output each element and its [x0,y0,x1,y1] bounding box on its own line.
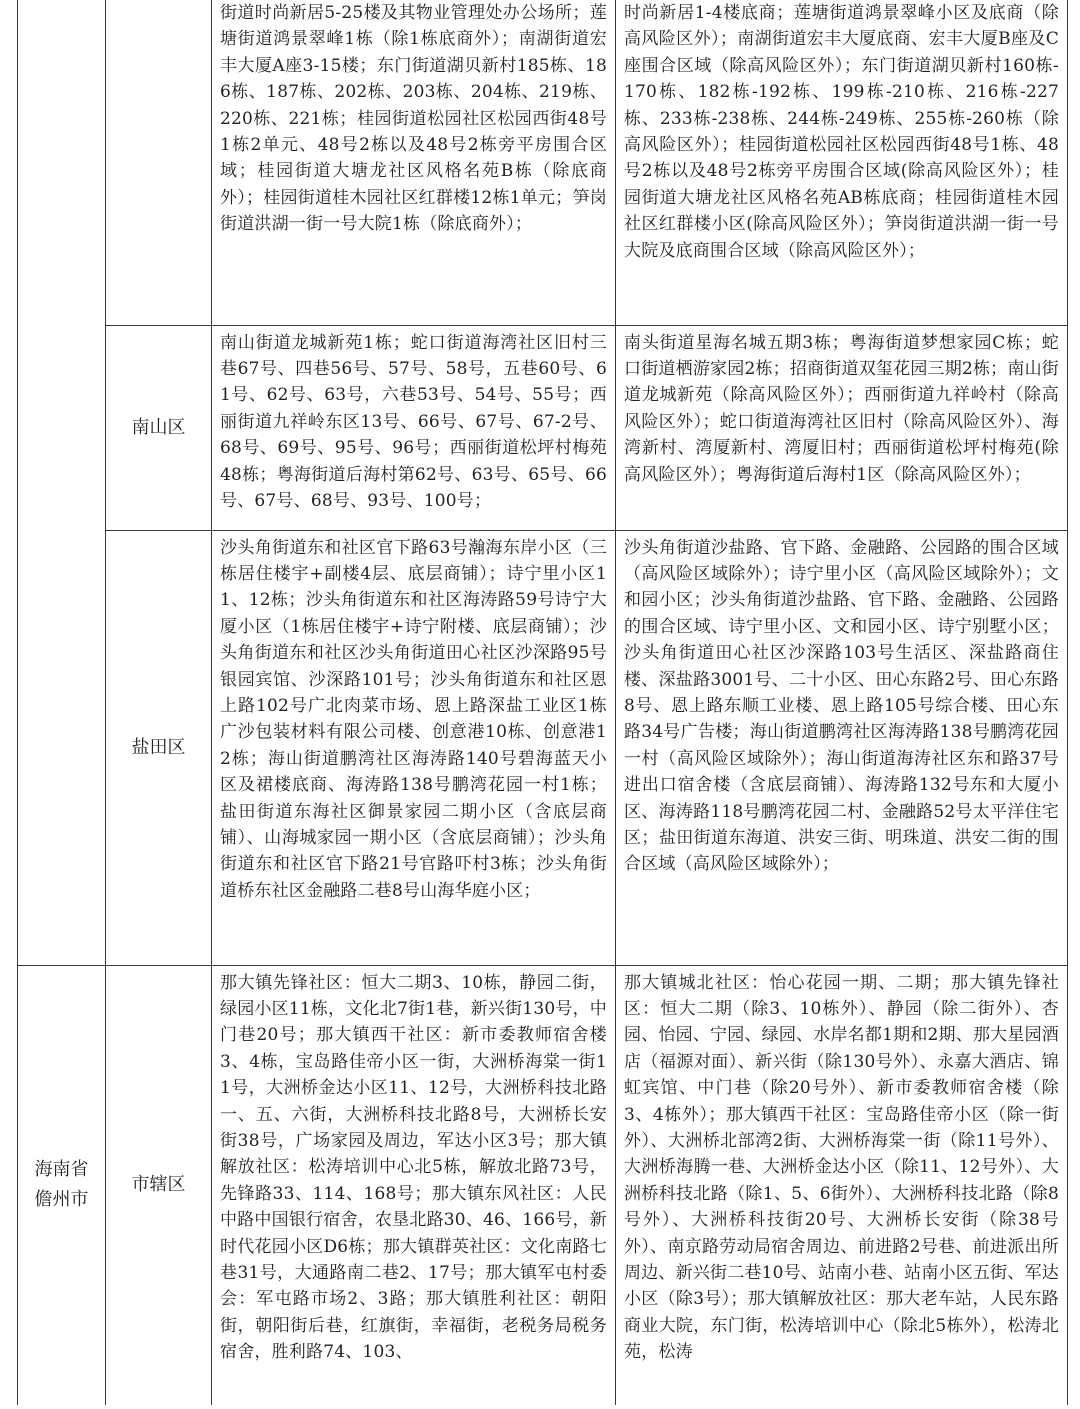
risk-area-table [17,0,1068,1405]
city-cell: 海南省 儋州市 [18,965,106,1405]
high-risk-cell: 沙头角街道东和社区官下路63号瀚海东岸小区（三栋居住楼宇+副楼4层、底层商铺）；诗宁里小区11、12栋；沙头角街道东和社区海涛路59号诗宁大厦小区（1栋居住楼宇+诗宁附楼、底层商铺）；沙头角街道东和社区沙头角街道田心社区沙深路95号银园宾馆、沙深路101号；沙头角街道东和社区恩上路102号广北肉菜市场、恩上路深盐工业区1栋广沙包装材料有限公司楼、创意港10栋、创意港12栋；海山街道鹏湾社区海涛路140号碧海蓝天小区及裙楼底商、海涛路138号鹏湾花园一村1栋；盐田街道东海社区御景家园二期小区（含底层商铺）、山海城家园一期小区（含底层商铺）；沙头角街道东和社区官下路21号官路吓村3栋；沙头角街道桥东社区金融路二巷8号山海华庭小区； [212,530,616,965]
district-cell: 盐田区 [106,530,212,965]
table-row [18,325,1068,530]
table-row [18,0,1068,325]
mid-risk-cell: 那大镇城北社区：怡心花园一期、二期；那大镇先锋社区：恒大二期（除3、10栋外）、静园（除二街外）、杏园、怡园、宁园、绿园、水岸名都1期和2期、那大星园酒店（福源对面）、新兴街（除130号外）、永嘉大酒店、锦虹宾馆、中门巷（除20号外）、新市委教师宿舍楼（除3、4栋外）；那大镇西干社区：宝岛路佳帝小区（除一街外）、大洲桥北部湾2街、大洲桥海棠一街（除11号外）、大洲桥海腾一巷、大洲桥金达小区（除11、12号外）、大洲桥科技北路（除1、5、6街外）、大洲桥科技北路（除8号外）、大洲桥科技街20号、大洲桥长安街（除38号外）、南京路劳动局宿舍周边、前进路2号巷、前进派出所周边、新兴街二巷10号、站南小巷、站南小区五街、军达小区（除3号）；那大镇解放社区：那大老车站，人民东路商业大院，东门街，松涛培训中心（除北5栋外），松涛北苑，松涛 [616,965,1068,1405]
table-row [18,965,1068,1405]
mid-risk-cell: 时尚新居1-4楼底商；莲塘街道鸿景翠峰小区及底商（除高风险区外）；南湖街道宏丰大厦底商、宏丰大厦B座及C座围合区域（除高风险区外）；东门街道湖贝新村160栋-170栋、182栋-192栋、199栋-210栋、216栋-227栋、233栋-238栋、244栋-249栋、255栋-260栋（除高风险区外）；桂园街道松园社区松园西街48号1栋、48号2栋以及48号2栋旁平房围合区域(除高风险区外）；桂园街道大塘龙社区风格名苑AB栋底商；桂园街道桂木园社区红群楼小区(除高风险区外）；笋岗街道洪湖一街一号大院及底商围合区域（除高风险区外）； [616,0,1068,325]
city-cell-empty [18,0,106,965]
high-risk-cell: 那大镇先锋社区：恒大二期3、10栋，静园二街，绿园小区11栋，文化北7街1巷，新兴街130号，中门巷20号；那大镇西干社区：新市委教师宿舍楼3、4栋，宝岛路佳帝小区一街，大洲桥海棠一街11号，大洲桥金达小区11、12号，大洲桥科技北路一、五、六街，大洲桥科技北路8号，大洲桥长安街38号，广场家园及周边，军达小区3号；那大镇解放社区：松涛培训中心北5栋，解放北路73号，先锋路33、114、168号；那大镇东风社区：人民中路中国银行宿舍，农垦北路30、46、166号，新时代花园小区D6栋；那大镇群英社区：文化南路七巷31号，大通路南二巷2、17号；那大镇军屯村委会：军屯路市场2、3路；那大镇胜利社区：朝阳街，朝阳街后巷，红旗街，幸福街，老税务局税务宿舍，胜利路74、103、 [212,965,616,1405]
table-row [18,530,1068,965]
high-risk-cell: 南山街道龙城新苑1栋；蛇口街道海湾社区旧村三巷67号、四巷56号、57号、58号，五巷60号、61号、62号、63号，六巷53号、54号、55号；西丽街道九祥岭东区13号、66号、67号、67-2号、68号、69号、95号、96号；西丽街道松坪村梅苑48栋；粤海街道后海村第62号、63号、65号、66号、67号、68号、93号、100号； [212,325,616,530]
mid-risk-cell: 南头街道星海名城五期3栋；粤海街道梦想家园C栋；蛇口街道栖游家园2栋；招商街道双玺花园三期2栋；南山街道龙城新苑（除高风险区外）；西丽街道九祥岭村（除高风险区外）；蛇口街道海湾社区旧村（除高风险区外）、海湾新村、湾厦新村、湾厦旧村；西丽街道松坪村梅苑(除高风险区外）；粤海街道后海村1区（除高风险区外）； [616,325,1068,530]
mid-risk-cell: 沙头角街道沙盐路、官下路、金融路、公园路的围合区域（高风险区域除外）；诗宁里小区（高风险区域除外）；文和园小区；沙头角街道沙盐路、官下路、金融路、公园路的围合区域、诗宁里小区、文和园小区、诗宁别墅小区；沙头角街道田心社区沙深路103号生活区、深盐路商住楼、深盐路3001号、二十小区、田心东路2号、田心东路8号、恩上路东顺工业楼、恩上路105号综合楼、田心东路34号广告楼；海山街道鹏湾社区海涛路138号鹏湾花园一村（高风险区域除外）；海山街道海涛社区东和路37号进出口宿舍楼（含底层商铺）、海涛路132号东和大厦小区、海涛路118号鹏湾花园二村、金融路52号太平洋住宅区；盐田街道东海道、洪安三街、明珠道、洪安二街的围合区域（高风险区域除外）； [616,530,1068,965]
high-risk-cell: 街道时尚新居5-25楼及其物业管理处办公场所；莲塘街道鸿景翠峰1栋（除1栋底商外）；南湖街道宏丰大厦A座3-15楼；东门街道湖贝新村185栋、186栋、187栋、202栋、203栋、204栋、219栋、220栋、221栋；桂园街道松园社区松园西街48号1栋2单元、48号2栋以及48号2栋旁平房围合区域；桂园街道大塘龙社区风格名苑B栋（除底商外）；桂园街道桂木园社区红群楼12栋1单元；笋岗街道洪湖一街一号大院1栋（除底商外）； [212,0,616,325]
district-cell: 市辖区 [106,965,212,1405]
district-cell [106,0,212,325]
district-cell: 南山区 [106,325,212,530]
